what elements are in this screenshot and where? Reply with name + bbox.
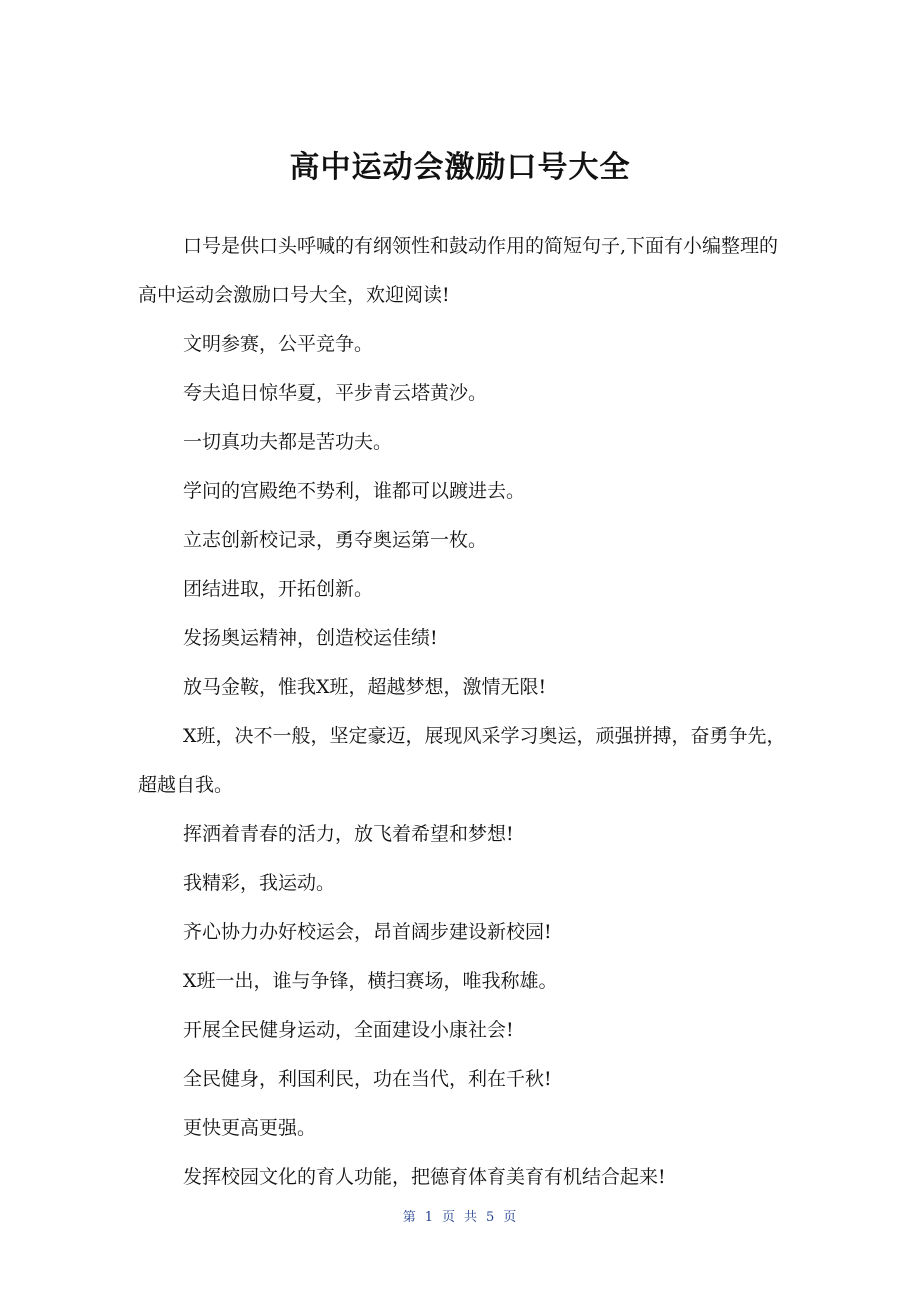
paragraph: 挥洒着青春的活力，放飞着希望和梦想!	[183, 823, 514, 845]
paragraph: 团结进取，开拓创新。	[183, 578, 374, 600]
document-body	[138, 222, 788, 1202]
paragraph: 夸夫追日惊华夏，平步青云塔黄沙。	[183, 382, 488, 404]
paragraph: 立志创新校记录，勇夺奥运第一枚。	[183, 529, 488, 551]
paragraph: X班，决不一般，坚定豪迈，展现风采学习奥运，顽强拼搏，奋勇争先，超越自我。	[138, 725, 786, 796]
footer-page-label: 第	[402, 1210, 417, 1225]
footer-unit-label-2: 页	[503, 1210, 518, 1225]
document-title: 高中运动会激励口号大全	[289, 150, 631, 185]
page-footer	[0, 1206, 920, 1225]
footer-total-label: 共	[464, 1210, 479, 1225]
paragraph: 齐心协力办好校运会，昂首阔步建设新校园!	[183, 921, 552, 943]
footer-unit-label: 页	[441, 1210, 456, 1225]
paragraph: 一切真功夫都是苦功夫。	[183, 431, 393, 453]
paragraph: 放马金鞍，惟我X班，超越梦想，激情无限!	[183, 676, 547, 698]
paragraph-intro: 口号是供口头呼喊的有纲领性和鼓动作用的简短句子,下面有小编整理的高中运动会激励口号大全，欢迎阅读!	[138, 235, 779, 306]
paragraph: 我精彩，我运动。	[183, 872, 336, 894]
paragraph: 开展全民健身运动，全面建设小康社会!	[183, 1019, 514, 1041]
footer-total-pages: 5	[486, 1210, 496, 1225]
paragraph: 发挥校园文化的育人功能，把德育体育美育有机结合起来!	[183, 1166, 666, 1188]
paragraph: 更快更高更强。	[183, 1117, 317, 1139]
paragraph: 发扬奥运精神，创造校运佳绩!	[183, 627, 438, 649]
footer-current-page: 1	[424, 1210, 434, 1225]
paragraph: 全民健身，利国利民，功在当代，利在千秋!	[183, 1068, 552, 1090]
paragraph: 文明参赛，公平竞争。	[183, 333, 374, 355]
paragraph: 学问的宫殿绝不势利，谁都可以踱进去。	[183, 480, 526, 502]
paragraph: X班一出，谁与争锋，横扫赛场，唯我称雄。	[183, 970, 558, 992]
